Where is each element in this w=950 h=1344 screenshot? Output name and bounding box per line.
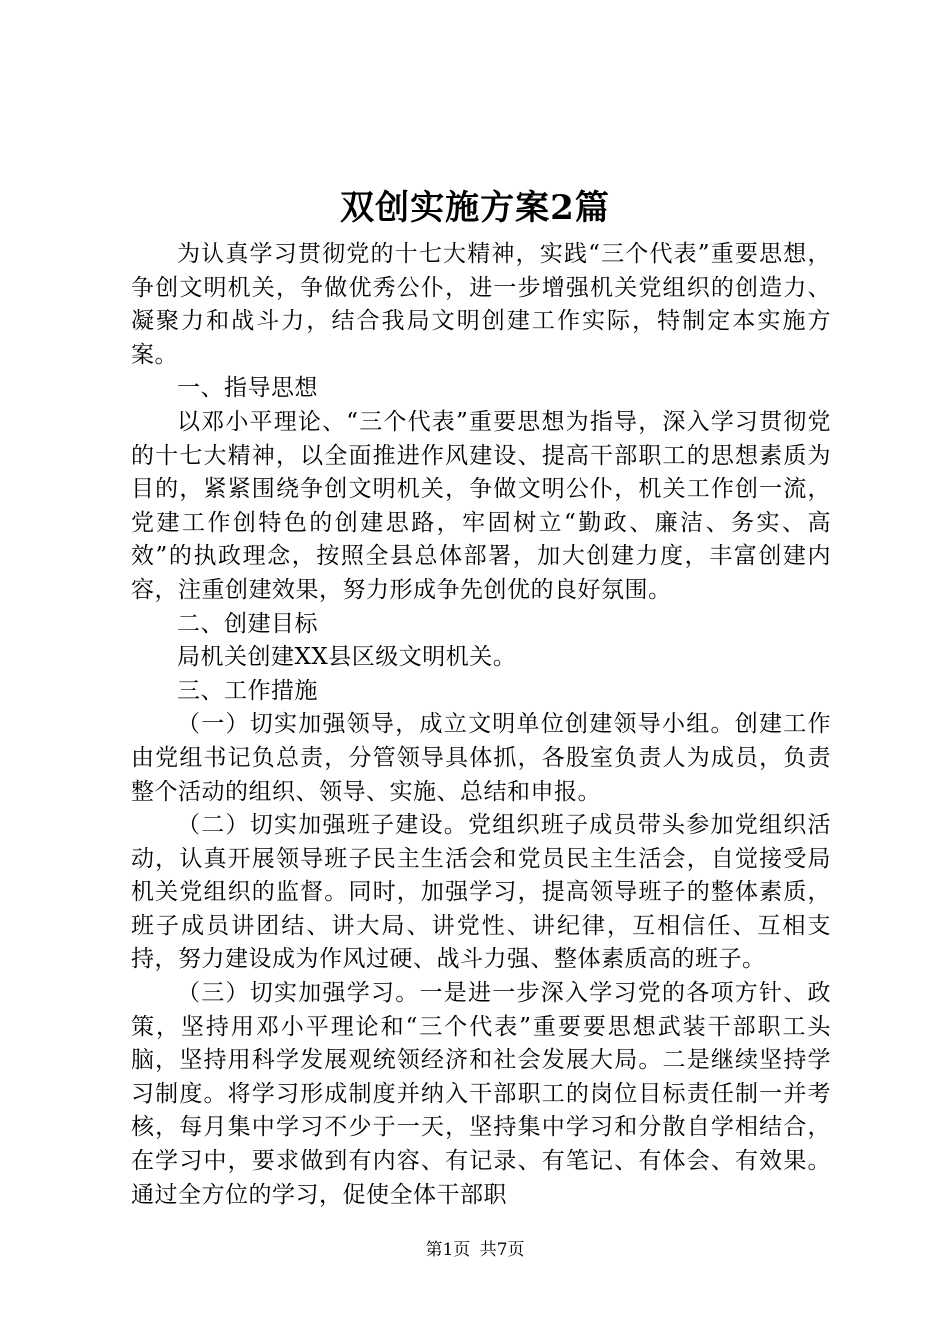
intro-paragraph: 为认真学习贯彻党的十七大精神，实践“三个代表”重要思想，争创文明机关，争做优秀公仆，进一步增强机关党组织的创造力、凝聚力和战斗力，结合我局文明创建工作实际，特制定本实施方案。 bbox=[131, 241, 831, 368]
goal-paragraph: 局机关创建XX县区级文明机关。 bbox=[177, 644, 517, 671]
section-heading-guiding-thought: 一、指导思想 bbox=[177, 375, 318, 402]
measure-3-paragraph: （三）切实加强学习。一是进一步深入学习党的各项方针、政策，坚持用邓小平理论和“三个代表”重要要思想武装干部职工头脑，坚持用科学发展观统领经济和社会发展大局。二是继续坚持学习制度。将学习形成制度并纳入干部职工的岗位目标责任制一并考核，每月集中学习不少于一天，坚持集中学习和分散自学相结合，在学习中，要求做到有内容、有记录、有笔记、有体会、有效果。通过全方位的学习，促使全体干部职 bbox=[131, 980, 831, 1208]
page-footer bbox=[0, 1238, 950, 1262]
section-heading-measures: 三、工作措施 bbox=[177, 677, 318, 704]
section-heading-goal: 二、创建目标 bbox=[177, 610, 318, 637]
measure-1-paragraph: （一）切实加强领导，成立文明单位创建领导小组。创建工作由党组书记负总责，分管领导具体抓，各股室负责人为成员，负责整个活动的组织、领导、实施、总结和申报。 bbox=[131, 711, 831, 805]
document-body bbox=[131, 238, 831, 1212]
guiding-thought-paragraph: 以邓小平理论、“三个代表”重要思想为指导，深入学习贯彻党的十七大精神，以全面推进作风建设、提高干部职工的思想素质为目的，紧紧围绕争创文明机关，争做文明公仆，机关工作创一流，党建工作创特色的创建思路，牢固树立“勤政、廉洁、务实、高效”的执政理念，按照全县总体部署，加大创建力度，丰富创建内容，注重创建效果，努力形成争先创优的良好氛围。 bbox=[131, 408, 831, 603]
total-pages: 共7页 bbox=[479, 1240, 525, 1260]
document-title: 双创实施方案2篇 bbox=[340, 188, 610, 228]
measure-2-paragraph: （二）切实加强班子建设。党组织班子成员带头参加党组织活动，认真开展领导班子民主生活会和党员民主生活会，自觉接受局机关党组织的监督。同时，加强学习，提高领导班子的整体素质，班子成员讲团结、讲大局、讲党性、讲纪律，互相信任、互相支持，努力建设成为作风过硬、战斗力强、整体素质高的班子。 bbox=[131, 812, 831, 973]
page-number: 第1页 bbox=[425, 1240, 471, 1260]
